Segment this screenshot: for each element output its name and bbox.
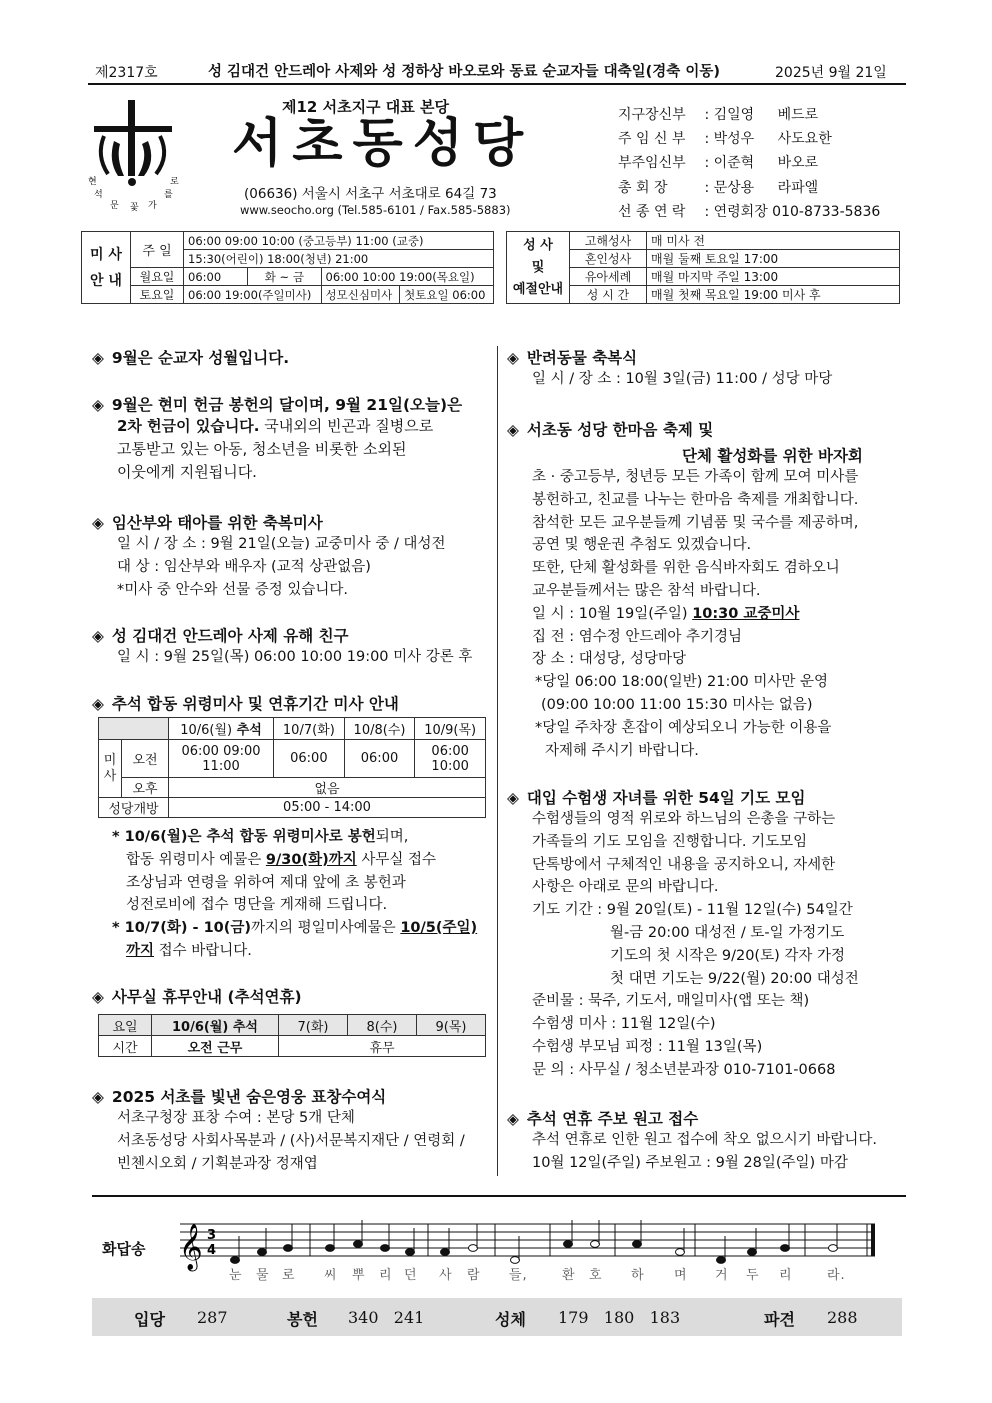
chuseok-notes: * 10/6(월)은 추석 합동 위령미사로 봉헌되며, 합동 위령미사 예물은 9/30(화)까지 사무실 접수 조상님과 연령을 위하여 제대 앞에 초 봉헌과 성전로비에 접수 명단을 게재해 드립니다. * 10/7(화) - 10(금)까지의 평일미사예물은 10/5(주일) 까지 접수 바랍니다. xyxy=(112,829,478,959)
sunday-times-2: 15:30(어린이) 18:00(청년) 21:00 xyxy=(184,250,494,268)
psalm-note xyxy=(258,1249,267,1256)
notice-festival: ◈ 서초동 성당 한마음 축제 및 단체 활성화를 위한 바자회 초 · 중고등부, 청년등 모든 가족이 함께 모여 미사를 봉헌하고, 친교를 나누는 한마음 축제를 개최합니다. 참석한 모든 교우분들께 기념품 및 국수를 제공하며, 공연 및 행운권 추첨도 있겠습니다. 또한, 단체 활성화를 위한 음식바자회도 겸하오니 교우분들께서는 많은 참석 바랍니다. 일 시 : 10월 19일(주일) 10:30 교중미사 집 전 : 염수정 안드레아 추기경님 장 소 : 대성당, 성당마당 *당일 06:00 18:00(일반) 21:00 미사만 운영 (09:00 10:00 11:00 15:30 미사는 없음) *당일 주차장 혼잡이 예상되오니 가능한 이용을 자제해 주시기 바랍니다. xyxy=(507,421,863,759)
mass-label: 미 사 안 내 xyxy=(82,232,131,304)
svg-text:꽃: 꽃 xyxy=(130,203,139,213)
psalm-note xyxy=(829,1245,838,1252)
svg-text:석: 석 xyxy=(94,190,103,200)
psalm-note xyxy=(469,1245,478,1252)
svg-text:3: 3 xyxy=(207,1228,217,1243)
psalm-lyrics xyxy=(175,1264,880,1284)
sacrament-label: 성 사 및 예절안내 xyxy=(507,232,570,304)
svg-text:문: 문 xyxy=(110,201,119,211)
psalm-note xyxy=(591,1241,600,1248)
psalm-note xyxy=(781,1245,790,1252)
top-rule xyxy=(88,83,906,85)
psalm-note xyxy=(564,1241,573,1248)
psalm-lyric-syllable: 사 xyxy=(439,1268,453,1283)
saturday-label: 토요일 xyxy=(131,286,184,304)
notice-award: ◈ 2025 서초를 빛낸 숨은영웅 표창수여식 서초구청장 표창 수여 : 본당 5개 단체 서초동성당 사회사목분과 / (사)서문복지재단 / 연령회 / 빈첸시오회 / 기획분과장 정재엽 xyxy=(92,1088,465,1172)
entrance-number: 287 xyxy=(197,1308,228,1327)
psalm-lyric-syllable: 람 xyxy=(467,1268,481,1283)
saturday-extra-2: 첫토요일 06:00 xyxy=(400,286,494,304)
sacrament-key: 유아세례 xyxy=(570,268,647,286)
notice-relic: ◈ 성 김대건 안드레아 사제 유해 친구 일 시 : 9월 25일(목) 06:00 10:00 19:00 미사 강론 후 xyxy=(92,627,473,665)
psalm-lyric-syllable: 리 xyxy=(779,1268,793,1283)
psalm-note xyxy=(326,1245,335,1252)
psalm-lyric-syllable: 환 xyxy=(562,1268,576,1283)
parish-contact: www.seocho.org (Tel.585-6101 / Fax.585-5883) xyxy=(240,203,511,217)
psalm-note xyxy=(441,1249,450,1256)
bottom-rule xyxy=(92,1195,906,1197)
psalm-note xyxy=(717,1257,726,1264)
psalm-lyric-syllable: 호 xyxy=(589,1268,603,1283)
feast-title: 성 김대건 안드레아 사제와 성 정하상 바오로와 동료 순교자들 대축일(경축 이동) xyxy=(208,64,720,80)
sacrament-key: 혼인성사 xyxy=(570,250,647,268)
entrance-label: 입당 xyxy=(134,1310,165,1329)
psalm-note xyxy=(381,1245,390,1252)
notice-pregnancy-mass: ◈ 임산부와 태아를 위한 축복미사 일 시 / 장 소 : 9월 21일(오늘) 교중미사 중 / 대성전 대 상 : 임산부와 배우자 (교적 상관없음) *미사 중 안수와 선물 증정 있습니다. xyxy=(92,514,446,598)
svg-text:𝄞: 𝄞 xyxy=(179,1224,203,1270)
psalm-lyric-syllable: 던 xyxy=(404,1268,418,1283)
tuefri-time: 06:00 10:00 19:00(목요일) xyxy=(321,268,493,286)
psalm-note xyxy=(633,1241,642,1248)
psalm-lyric-syllable: 라. xyxy=(827,1268,846,1283)
communion-label: 성체 xyxy=(495,1310,526,1329)
staff-row: 주 임 신 부 : 박성우 사도요한 xyxy=(618,131,832,148)
notice-bulletin-deadline: ◈ 추석 연휴 주보 원고 접수 추석 연휴로 인한 원고 접수에 착오 없으시기 바랍니다. 10월 12일(주일) 주보원고 : 9월 28일(주일) 마감 xyxy=(507,1110,878,1171)
monday-time: 06:00 xyxy=(184,268,248,286)
staff-row: 선 종 연 락 : 연령회장 010-8733-5836 xyxy=(618,203,881,220)
psalm-note xyxy=(231,1257,240,1264)
sacrament-value: 매월 첫째 목요일 19:00 미사 후 xyxy=(647,286,900,304)
monday-label: 월요일 xyxy=(131,268,184,286)
psalm-label: 화답송 xyxy=(102,1240,146,1258)
tuefri-label: 화 ~ 금 xyxy=(248,268,321,286)
staff-row: 총 회 장 : 문상용 라파엘 xyxy=(618,179,819,196)
notice-office-closed: ◈ 사무실 휴무안내 (추석연휴) xyxy=(92,988,302,1006)
psalm-lyric-syllable: 리 xyxy=(379,1268,393,1283)
parish-subtitle: 제12 서초지구 대표 본당 xyxy=(282,98,449,116)
mass-schedule-table xyxy=(81,231,494,304)
notice-chuseok-mass: ◈ 추석 합동 위령미사 및 연휴기간 미사 안내 xyxy=(92,695,399,713)
staff-list xyxy=(618,103,880,224)
parish-title: 서초동성당 xyxy=(232,114,534,174)
recessional-number: 288 xyxy=(827,1308,858,1327)
svg-text:4: 4 xyxy=(207,1243,217,1258)
notice-offering: ◈ 9월은 현미 헌금 봉헌의 달이며, 9월 21일(오늘)은 2차 헌금이 있습니다. 국내외의 빈곤과 질병으로 고통받고 있는 아동, 청소년을 비롯한 소외된 이웃에게 지원됩니다. xyxy=(92,396,463,481)
saturday-extra-1: 성모신심미사 xyxy=(321,286,400,304)
svg-text:현: 현 xyxy=(88,177,97,187)
psalm-lyric-syllable: 하 xyxy=(631,1268,645,1283)
sunday-times-1: 06:00 09:00 10:00 (중고등부) 11:00 (교중) xyxy=(184,232,494,250)
psalm-lyric-syllable: 물 xyxy=(256,1268,270,1283)
psalm-note xyxy=(406,1249,415,1256)
issue-date: 2025년 9월 21일 xyxy=(775,65,887,81)
offertory-label: 봉헌 xyxy=(287,1310,318,1329)
notice-exam-prayer: ◈ 대입 수험생 자녀를 위한 54일 기도 모임 수험생들의 영적 위로와 하느님의 은총을 구하는 가족들의 기도 모임을 진행합니다. 기도모임 단톡방에서 구체적인 내용을 공지하오니, 자세한 사항은 아래로 문의 바랍니다. 기도 기간 : 9월 20일(토) - 11월 12일(수) 54일간 월-금 20:00 대성전 / 토-일 가정기도 기도의 첫 시작은 9/20(토) 각자 가정 첫 대면 기도는 9/22(월) 20:00 대성전 준비물 : 묵주, 기도서, 매일미사(앱 또는 책) 수험생 미사 : 11월 12일(수) 수험생 부모님 피정 : 11월 13일(목) 문 의 : 사무실 / 청소년분과장 010-7101-0668 xyxy=(507,789,859,1078)
sacrament-table xyxy=(506,231,900,304)
psalm-lyric-syllable: 두 xyxy=(746,1268,760,1283)
hymn-bar xyxy=(92,1298,902,1336)
sacrament-value: 매 미사 전 xyxy=(647,232,900,250)
notice-martyr-month: ◈ 9월은 순교자 성월입니다. xyxy=(92,349,290,367)
recessional-label: 파견 xyxy=(764,1310,795,1329)
sacrament-key: 고해성사 xyxy=(570,232,647,250)
communion-number: 179 180 183 xyxy=(558,1308,681,1327)
staff-row: 부주임신부 : 이준혁 바오로 xyxy=(618,155,819,172)
notice-pet-blessing: ◈ 반려동물 축복식 일 시 / 장 소 : 10월 3일(금) 11:00 / 성당 마당 xyxy=(507,349,833,387)
psalm-note xyxy=(284,1245,293,1252)
psalm-note xyxy=(354,1241,363,1248)
psalm-lyric-syllable: 뿌 xyxy=(352,1268,366,1283)
psalm-lyric-syllable: 들, xyxy=(509,1268,528,1283)
svg-text:가: 가 xyxy=(148,201,157,211)
office-closed-table: 요일 10/6(월) 추석 7(화) 8(수) 9(목) 시간 오전 근무 휴무 xyxy=(98,1014,486,1057)
psalm-staff xyxy=(175,1212,880,1272)
psalm-lyric-syllable: 로 xyxy=(282,1268,296,1283)
psalm-note xyxy=(748,1249,757,1256)
sacrament-key: 성 시 간 xyxy=(570,286,647,304)
sacrament-value: 매월 둘째 토요일 17:00 xyxy=(647,250,900,268)
staff-row: 지구장신부 : 김일영 베드로 xyxy=(618,107,819,123)
sacrament-value: 매월 마지막 주일 13:00 xyxy=(647,268,900,286)
issue-number: 제2317호 xyxy=(95,65,158,81)
column-divider xyxy=(497,346,498,1176)
psalm-lyric-syllable: 며 xyxy=(674,1268,688,1283)
svg-text:로: 로 xyxy=(170,177,179,187)
chuseok-mass-table: 10/6(월) 추석 10/7(화) 10/8(수) 10/9(목) 미 사 오전 06:00 09:00 11:00 06:00 06:00 06:00 10:00 오후 없음 성당개방 05:00 - 14:00 xyxy=(98,717,486,818)
parish-logo xyxy=(86,96,186,216)
offertory-number: 340 241 xyxy=(348,1308,425,1327)
saturday-time: 06:00 19:00(주일미사) xyxy=(184,286,322,304)
parish-address: (06636) 서울시 서초구 서초대로 64길 73 xyxy=(244,186,497,202)
psalm-lyric-syllable: 거 xyxy=(715,1268,729,1283)
psalm-note xyxy=(511,1257,520,1264)
psalm-note xyxy=(676,1249,685,1256)
svg-text:를: 를 xyxy=(164,190,173,200)
psalm-lyric-syllable: 눈 xyxy=(229,1268,243,1283)
sunday-label: 주 일 xyxy=(131,232,184,268)
psalm-lyric-syllable: 씨 xyxy=(324,1268,338,1283)
